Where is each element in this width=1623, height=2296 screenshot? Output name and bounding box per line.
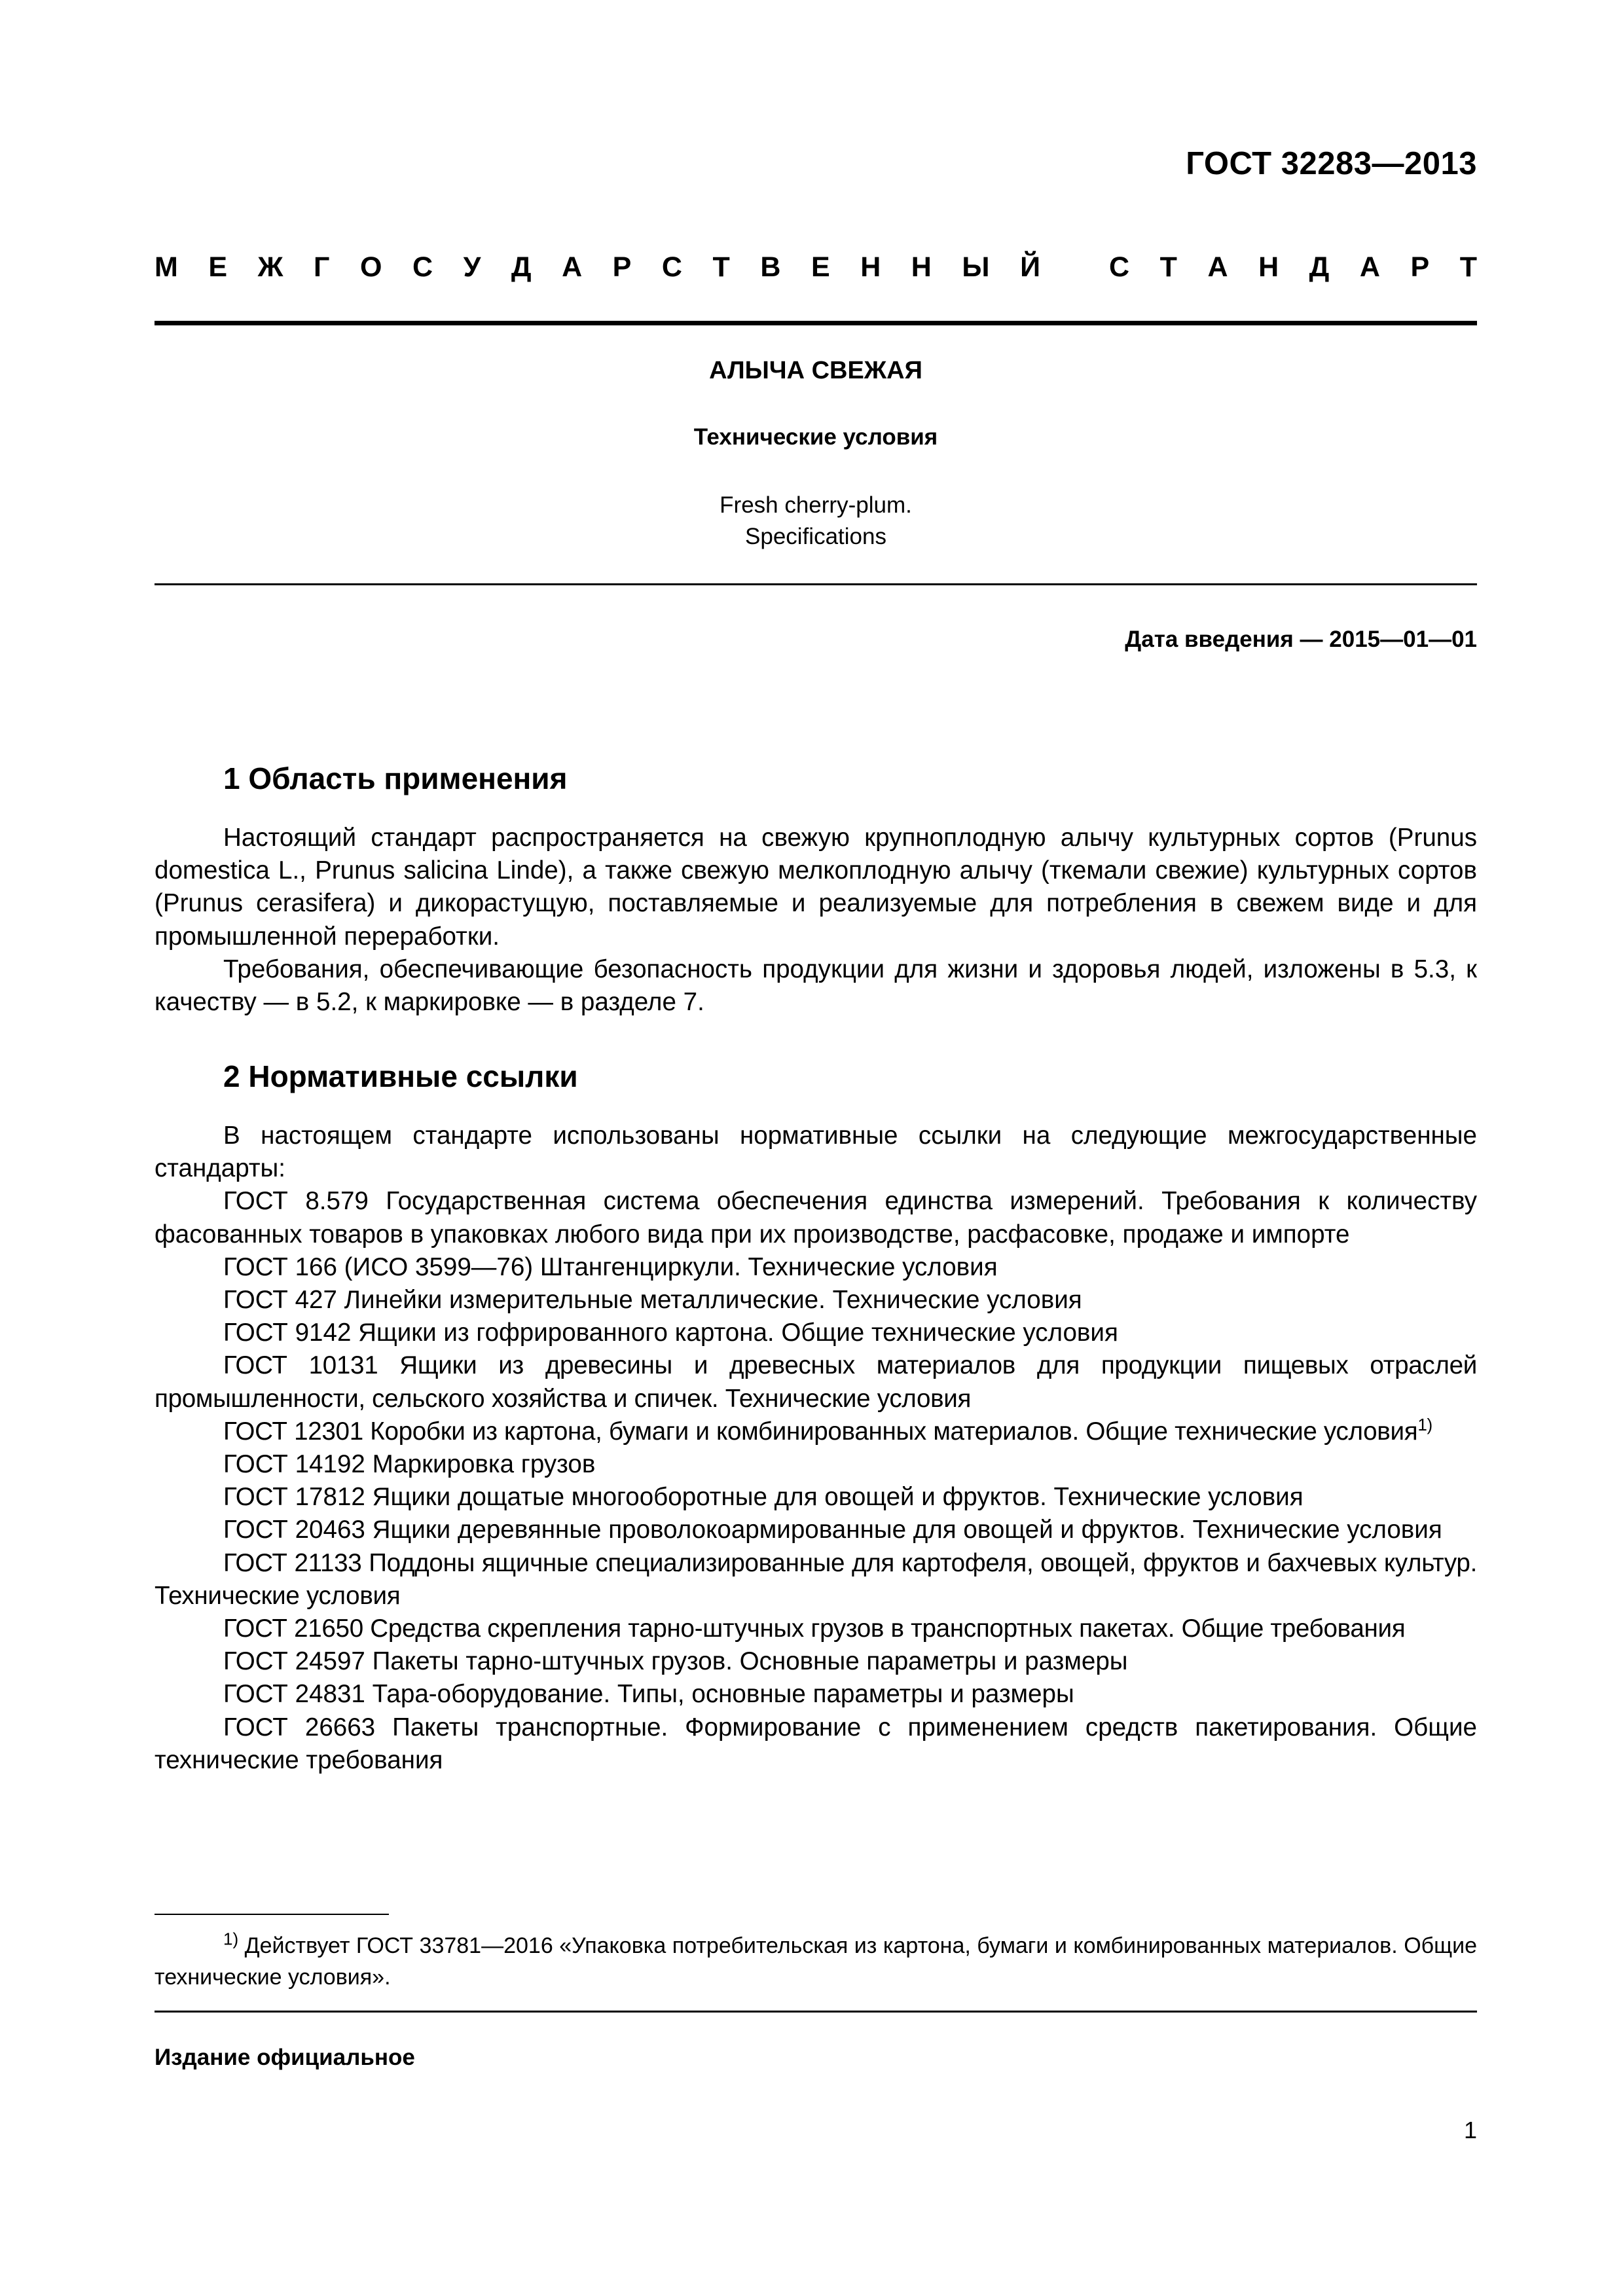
interstate-letter: А — [1207, 251, 1228, 283]
introduction-date: Дата введения — 2015—01—01 — [1125, 627, 1477, 652]
reference-item: ГОСТ 8.579 Государственная система обеспечения единства измерений. Требования к количеству фасованных товаров в упаковках любого вида при их производстве, расфасовке, продаже и импорте — [155, 1187, 1477, 1248]
footnote-separator — [155, 1914, 389, 1915]
interstate-letter: С — [661, 251, 682, 283]
page-number: 1 — [1463, 2117, 1477, 2143]
edition-label: Издание официальное — [155, 2045, 415, 2070]
interstate-letter: Т — [1159, 251, 1177, 283]
section-2-heading: 2 Нормативные ссылки — [223, 1059, 578, 1093]
reference-item: ГОСТ 20463 Ящики деревянные проволокоармированные для овощей и фруктов. Технические условия — [223, 1516, 1442, 1544]
interstate-letter: Р — [612, 251, 632, 283]
reference-item: ГОСТ 14192 Маркировка грузов — [223, 1450, 596, 1479]
footnote-mark: 1) — [223, 1929, 239, 1949]
interstate-letter: Т — [1459, 251, 1477, 283]
document-title: АЛЫЧА СВЕЖАЯ — [709, 357, 922, 384]
interstate-letter: О — [359, 251, 382, 283]
interstate-letter: С — [412, 251, 433, 283]
interstate-letter: У — [463, 251, 481, 283]
document-subtitle: Технические условия — [693, 424, 938, 450]
section-2-intro: В настоящем стандарте использованы нормативные ссылки на следующие межгосударственные стандарты: — [155, 1121, 1477, 1183]
interstate-letter: А — [562, 251, 583, 283]
interstate-letter: Д — [1309, 251, 1330, 283]
interstate-standard-heading — [155, 251, 1477, 283]
reference-item: ГОСТ 24831 Тара-оборудование. Типы, основные параметры и размеры — [223, 1680, 1074, 1709]
interstate-letter: Е — [208, 251, 228, 283]
reference-item: ГОСТ 17812 Ящики дощатые многооборотные для овощей и фруктов. Технические условия — [223, 1483, 1304, 1512]
interstate-letter: Г — [314, 251, 330, 283]
title-rule — [155, 583, 1477, 585]
section-1-paragraph-2: Требования, обеспечивающие безопасность продукции для жизни и здоровья людей, изложены в 5.3, к качеству — в 5.2, к маркировке — в разделе 7. — [155, 955, 1477, 1017]
english-title-line-2: Specifications — [745, 524, 886, 549]
interstate-letter: Ж — [257, 251, 283, 283]
standard-number: ГОСТ 32283—2013 — [1186, 146, 1477, 181]
reference-item: ГОСТ 427 Линейки измерительные металлические. Технические условия — [223, 1286, 1082, 1315]
interstate-letter: В — [760, 251, 781, 283]
section-1-body — [155, 822, 1477, 1019]
reference-item-with-footnote — [155, 1415, 1477, 1448]
reference-item: ГОСТ 24597 Пакеты тарно-штучных грузов. Основные параметры и размеры — [223, 1647, 1128, 1676]
reference-item: ГОСТ 9142 Ящики из гофрированного картона. Общие технические условия — [223, 1319, 1118, 1347]
reference-item: ГОСТ 21133 Поддоны ящичные специализированные для картофеля, овощей, фруктов и бахчевых культур. Технические условия — [155, 1548, 1477, 1610]
interstate-letter: А — [1359, 251, 1380, 283]
english-title — [155, 490, 1477, 553]
footnote-paragraph — [155, 1930, 1477, 1993]
reference-text: ГОСТ 12301 Коробки из картона, бумаги и комбинированных материалов. Общие технические условия — [223, 1417, 1418, 1446]
english-title-line-1: Fresh cherry-plum. — [720, 492, 912, 518]
interstate-letter: Д — [511, 251, 532, 283]
interstate-letter: Е — [811, 251, 830, 283]
footnote — [155, 1930, 1477, 1993]
reference-item: ГОСТ 166 (ИСО 3599—76) Штангенциркули. Технические условия — [223, 1252, 998, 1281]
interstate-letter: С — [1109, 251, 1130, 283]
interstate-letter: Н — [911, 251, 932, 283]
reference-item: ГОСТ 26663 Пакеты транспортные. Формирование с применением средств пакетирования. Общие технические требования — [155, 1713, 1477, 1774]
interstate-letter: Ы — [962, 251, 990, 283]
footnote-marker: 1) — [1417, 1414, 1432, 1434]
interstate-letter: Т — [712, 251, 730, 283]
section-1-heading: 1 Область применения — [223, 761, 568, 795]
header-rule — [155, 321, 1477, 325]
interstate-letter: Н — [860, 251, 881, 283]
reference-item: ГОСТ 21650 Средства скрепления тарно-штучных грузов в транспортных пакетах. Общие требования — [223, 1614, 1406, 1643]
section-2-body — [155, 1120, 1477, 1777]
interstate-letter — [1071, 251, 1079, 283]
interstate-letter: Н — [1258, 251, 1279, 283]
reference-item: ГОСТ 10131 Ящики из древесины и древесных материалов для продукции пищевых отраслей промышленности, сельского хозяйства и спичек. Технические условия — [155, 1351, 1477, 1413]
interstate-letter: Й — [1020, 251, 1040, 283]
interstate-letter: Р — [1410, 251, 1430, 283]
footnote-text: Действует ГОСТ 33781—2016 «Упаковка потребительская из картона, бумаги и комбинированных материалов. Общие технические условия». — [155, 1933, 1477, 1990]
section-1-paragraph-1: Настоящий стандарт распространяется на свежую крупноплодную алычу культурных сортов (Prunus domestica L., Prunus salicina Linde), а также свежую мелкоплодную алычу (ткемали свежие) культурных сортов (Prunus cerasifera) и дикорастущую, поставляемые и реализуемые для потребления в свежем виде и для промышленной переработки. — [155, 824, 1477, 951]
interstate-letter: М — [155, 251, 178, 283]
footer-rule — [155, 2011, 1477, 2013]
